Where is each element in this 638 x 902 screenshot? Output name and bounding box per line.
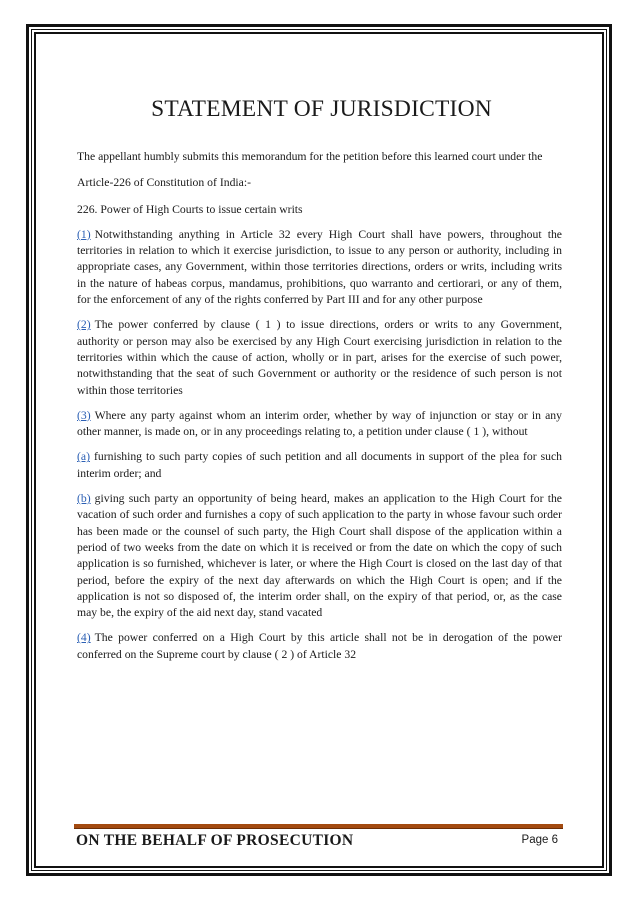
clause-2 [77, 317, 562, 398]
page-title: STATEMENT OF JURISDICTION [151, 96, 492, 122]
footer-title: ON THE BEHALF OF PROSECUTION [76, 832, 354, 849]
clause-3b-text: giving such party an opportunity of being heard, makes an application to the High Court for the vacation of such order and furnishes a copy of such application to the party in whose favour such order has been made or the counsel of such party, the High Court shall dispose of the application within a period of two weeks from the date on which it is received or from the date on which the copy of such application is so furnished, whichever is later, or where the High Court is closed on the last day of that period, before the expiry of the next day afterwards on which the High Court is open; and if the application is not so disposed of, the interim order shall, on the expiry of that period, or, as the case may be, the expiry of the aid next day, stand vacated [77, 492, 562, 620]
clause-3a [77, 449, 562, 482]
footer-rule [74, 824, 563, 829]
clause-3a-link[interactable]: (a) [77, 450, 90, 464]
clause-4-text: The power conferred on a High Court by this article shall not be in derogation of the power conferred on the Supreme court by clause ( 2 ) of Article 32 [77, 631, 562, 661]
clause-3 [77, 408, 562, 441]
page-content [77, 96, 562, 672]
clause-3a-text: furnishing to such party copies of such petition and all documents in support of the plea for such interim order; and [77, 450, 562, 480]
article-heading: 226. Power of High Courts to issue certain writs [77, 202, 303, 216]
clause-1 [77, 227, 562, 308]
clause-3b-link[interactable]: (b) [77, 492, 91, 506]
clause-3-link[interactable]: (3) [77, 408, 91, 422]
clause-3-text: Where any party against whom an interim order, whether by way of injunction or stay or in any other manner, is made on, or in any proceedings relating to, a petition under clause ( 1 ), without [77, 408, 562, 439]
clause-2-link[interactable]: (2) [77, 318, 91, 332]
clause-1-text: Notwithstanding anything in Article 32 every High Court shall have powers, throughout the territories in relation to which it exercise jurisdiction, to issue to any person or authority, including in appropriate cases, any Government, within those territories directions, orders or writs, including writs in the nature of habeas corpus, mandamus, prohibitions, quo warranto and certiorari, or any of them, for the enforcement of any of the rights conferred by Part III and for any other purpose [77, 227, 562, 307]
clause-4-link[interactable]: (4) [77, 631, 91, 645]
intro-line-2: Article-226 of Constitution of India:- [77, 176, 251, 190]
clause-2-text: The power conferred by clause ( 1 ) to issue directions, orders or writs to any Government, authority or person may also be exercised by any High Court exercising jurisdiction in relation to the territories within which the cause of action, wholly or in part, arises for the exercise of such power, notwithstanding that the seat of such Government or authority or the residence of such person is not within those territories [77, 318, 562, 397]
page-number: Page 6 [521, 834, 558, 846]
clause-1-link[interactable]: (1) [77, 227, 91, 241]
intro-line-1: The appellant humbly submits this memorandum for the petition before this learned court under the [77, 150, 543, 163]
clause-4 [77, 630, 562, 663]
clause-3b [77, 491, 562, 621]
